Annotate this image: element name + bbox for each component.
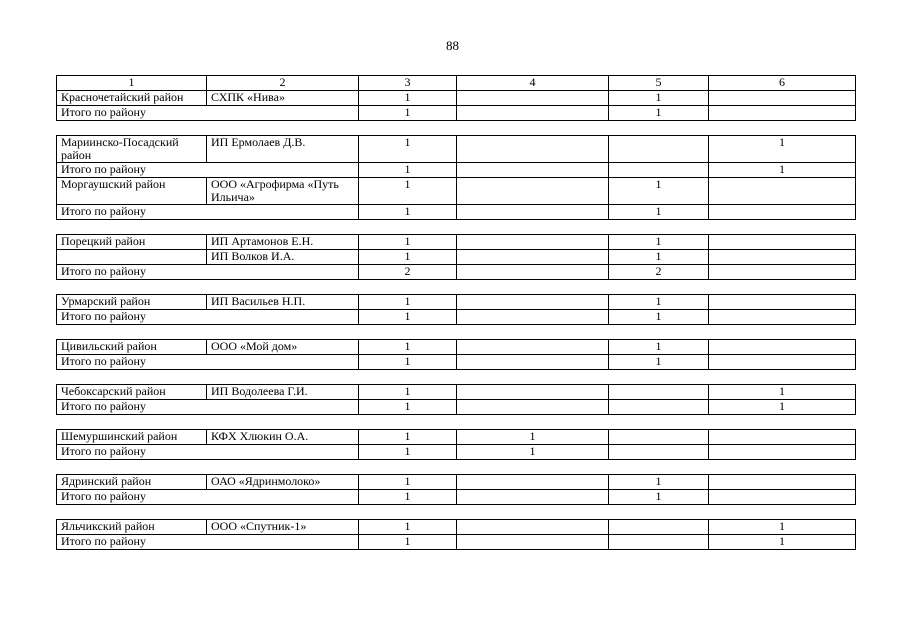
spacer-cell xyxy=(57,505,856,520)
page-number: 88 xyxy=(446,38,459,53)
total-label: Итого по району xyxy=(57,205,359,220)
col6-value xyxy=(709,295,856,310)
col6-value xyxy=(709,340,856,355)
col4-value xyxy=(457,250,609,265)
organization-name: ИП Ермолаев Д.В. xyxy=(207,136,359,163)
col6-value xyxy=(709,355,856,370)
district-total-row xyxy=(57,445,856,460)
spacer-row xyxy=(57,415,856,430)
table-row xyxy=(57,295,856,310)
col5-value xyxy=(609,400,709,415)
col5-value: 1 xyxy=(609,91,709,106)
spacer-row xyxy=(57,370,856,385)
col3-value: 1 xyxy=(359,445,457,460)
col3-value: 1 xyxy=(359,106,457,121)
total-label: Итого по району xyxy=(57,400,359,415)
col4-value: 1 xyxy=(457,430,609,445)
col4-value xyxy=(457,136,609,163)
col6-value xyxy=(709,106,856,121)
district-name: Ядринский район xyxy=(57,475,207,490)
col4-value xyxy=(457,235,609,250)
col3-value: 1 xyxy=(359,385,457,400)
col6-value xyxy=(709,445,856,460)
col3-value: 1 xyxy=(359,295,457,310)
district-name: Яльчикский район xyxy=(57,520,207,535)
col5-value: 1 xyxy=(609,490,709,505)
table-row xyxy=(57,178,856,205)
district-name xyxy=(57,250,207,265)
col3-value: 1 xyxy=(359,91,457,106)
col4-value xyxy=(457,310,609,325)
col4-value xyxy=(457,355,609,370)
district-total-row xyxy=(57,355,856,370)
col3-value: 1 xyxy=(359,535,457,550)
col5-value: 1 xyxy=(609,340,709,355)
spacer-cell xyxy=(57,415,856,430)
table-row xyxy=(57,250,856,265)
spacer-row xyxy=(57,220,856,235)
col4-value xyxy=(457,91,609,106)
col5-value: 2 xyxy=(609,265,709,280)
column-header: 2 xyxy=(207,76,359,91)
col4-value xyxy=(457,106,609,121)
spacer-row xyxy=(57,505,856,520)
organization-name: ООО «Мой дом» xyxy=(207,340,359,355)
table-row xyxy=(57,136,856,163)
district-name: Моргаушский район xyxy=(57,178,207,205)
col3-value: 1 xyxy=(359,490,457,505)
col5-value: 1 xyxy=(609,475,709,490)
col6-value: 1 xyxy=(709,400,856,415)
col6-value: 1 xyxy=(709,520,856,535)
col5-value xyxy=(609,445,709,460)
total-label: Итого по району xyxy=(57,106,359,121)
district-total-row xyxy=(57,265,856,280)
col4-value xyxy=(457,265,609,280)
col4-value xyxy=(457,178,609,205)
col5-value xyxy=(609,385,709,400)
district-total-row xyxy=(57,163,856,178)
table-row xyxy=(57,340,856,355)
col5-value xyxy=(609,520,709,535)
district-total-row xyxy=(57,535,856,550)
organization-name: ООО «Спутник-1» xyxy=(207,520,359,535)
col5-value: 1 xyxy=(609,250,709,265)
column-header: 4 xyxy=(457,76,609,91)
col5-value xyxy=(609,430,709,445)
district-total-row xyxy=(57,400,856,415)
col5-value xyxy=(609,163,709,178)
column-header: 6 xyxy=(709,76,856,91)
spacer-row xyxy=(57,280,856,295)
col5-value: 1 xyxy=(609,235,709,250)
col3-value: 1 xyxy=(359,136,457,163)
district-name: Цивильский район xyxy=(57,340,207,355)
col6-value xyxy=(709,178,856,205)
col5-value xyxy=(609,535,709,550)
col4-value: 1 xyxy=(457,445,609,460)
organization-name: ИП Водолеева Г.И. xyxy=(207,385,359,400)
col4-value xyxy=(457,475,609,490)
district-total-row xyxy=(57,490,856,505)
col6-value: 1 xyxy=(709,163,856,178)
col4-value xyxy=(457,535,609,550)
col3-value: 1 xyxy=(359,163,457,178)
spacer-cell xyxy=(57,325,856,340)
col4-value xyxy=(457,205,609,220)
column-header-row xyxy=(57,76,856,91)
col4-value xyxy=(457,163,609,178)
col4-value xyxy=(457,295,609,310)
col6-value xyxy=(709,91,856,106)
col6-value: 1 xyxy=(709,136,856,163)
district-total-row xyxy=(57,106,856,121)
organization-name: СХПК «Нива» xyxy=(207,91,359,106)
col6-value xyxy=(709,235,856,250)
col3-value: 1 xyxy=(359,205,457,220)
col3-value: 1 xyxy=(359,250,457,265)
table-row xyxy=(57,91,856,106)
organization-name: КФХ Хлюкин О.А. xyxy=(207,430,359,445)
col4-value xyxy=(457,340,609,355)
col6-value xyxy=(709,250,856,265)
col3-value: 1 xyxy=(359,310,457,325)
district-total-row xyxy=(57,310,856,325)
col3-value: 1 xyxy=(359,178,457,205)
organization-name: ИП Волков И.А. xyxy=(207,250,359,265)
col4-value xyxy=(457,490,609,505)
col4-value xyxy=(457,385,609,400)
total-label: Итого по району xyxy=(57,445,359,460)
col6-value xyxy=(709,475,856,490)
col5-value xyxy=(609,136,709,163)
column-header: 5 xyxy=(609,76,709,91)
total-label: Итого по району xyxy=(57,355,359,370)
table-row xyxy=(57,520,856,535)
col6-value xyxy=(709,205,856,220)
total-label: Итого по району xyxy=(57,490,359,505)
col3-value: 1 xyxy=(359,400,457,415)
district-name: Порецкий район xyxy=(57,235,207,250)
total-label: Итого по району xyxy=(57,535,359,550)
total-label: Итого по району xyxy=(57,310,359,325)
total-label: Итого по району xyxy=(57,163,359,178)
col5-value: 1 xyxy=(609,106,709,121)
spacer-cell xyxy=(57,220,856,235)
district-name: Мариинско-Посадский район xyxy=(57,136,207,163)
col6-value xyxy=(709,490,856,505)
col3-value: 1 xyxy=(359,340,457,355)
col6-value xyxy=(709,430,856,445)
col3-value: 1 xyxy=(359,235,457,250)
district-name: Чебоксарский район xyxy=(57,385,207,400)
spacer-row xyxy=(57,121,856,136)
col6-value xyxy=(709,265,856,280)
spacer-cell xyxy=(57,460,856,475)
district-name: Красночетайский район xyxy=(57,91,207,106)
total-label: Итого по району xyxy=(57,265,359,280)
col5-value: 1 xyxy=(609,355,709,370)
table-row xyxy=(57,475,856,490)
col3-value: 1 xyxy=(359,520,457,535)
district-name: Урмарский район xyxy=(57,295,207,310)
column-header: 3 xyxy=(359,76,457,91)
district-table xyxy=(56,75,856,550)
col5-value: 1 xyxy=(609,310,709,325)
col5-value: 1 xyxy=(609,205,709,220)
organization-name: ИП Артамонов Е.Н. xyxy=(207,235,359,250)
spacer-cell xyxy=(57,121,856,136)
col5-value: 1 xyxy=(609,178,709,205)
organization-name: ОАО «Ядринмолоко» xyxy=(207,475,359,490)
col4-value xyxy=(457,520,609,535)
col3-value: 1 xyxy=(359,355,457,370)
spacer-row xyxy=(57,460,856,475)
spacer-row xyxy=(57,325,856,340)
organization-name: ООО «Агрофирма «Путь Ильича» xyxy=(207,178,359,205)
district-name: Шемуршинский район xyxy=(57,430,207,445)
col5-value: 1 xyxy=(609,295,709,310)
organization-name: ИП Васильев Н.П. xyxy=(207,295,359,310)
column-header: 1 xyxy=(57,76,207,91)
table-row xyxy=(57,385,856,400)
col6-value: 1 xyxy=(709,385,856,400)
spacer-cell xyxy=(57,370,856,385)
table-body xyxy=(57,91,856,550)
col4-value xyxy=(457,400,609,415)
spacer-cell xyxy=(57,280,856,295)
table-row xyxy=(57,430,856,445)
col6-value xyxy=(709,310,856,325)
table-row xyxy=(57,235,856,250)
col3-value: 1 xyxy=(359,475,457,490)
district-total-row xyxy=(57,205,856,220)
col6-value: 1 xyxy=(709,535,856,550)
col3-value: 1 xyxy=(359,430,457,445)
col3-value: 2 xyxy=(359,265,457,280)
